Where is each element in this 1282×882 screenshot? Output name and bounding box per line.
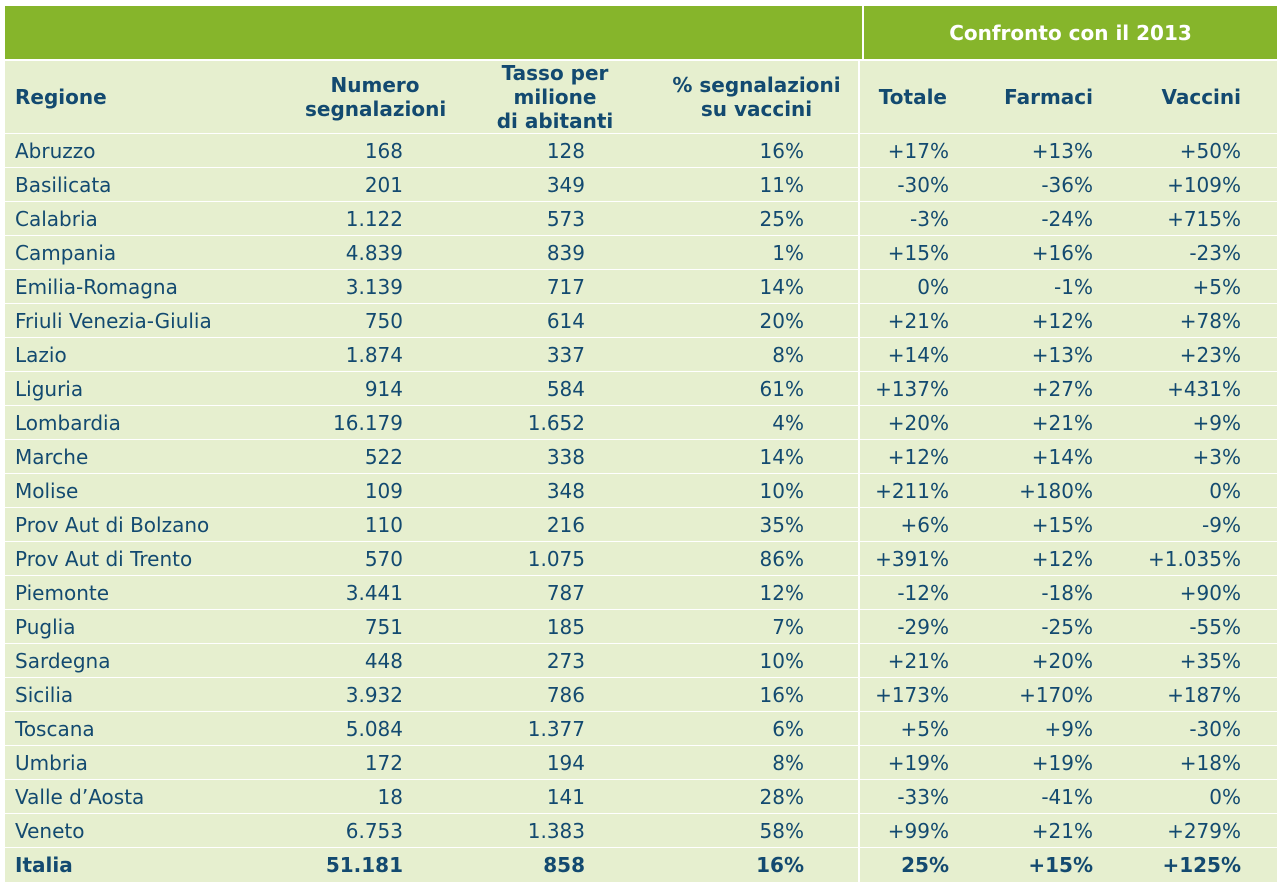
cell-farmaci: -1% xyxy=(959,270,1137,304)
cell-totale: -3% xyxy=(859,202,959,236)
cell-vaccini: +279% xyxy=(1137,814,1277,848)
table-row xyxy=(5,780,1277,814)
cell-pct-vaccini: 20% xyxy=(645,304,859,338)
cell-totale: +5% xyxy=(859,712,959,746)
cell-tasso: 614 xyxy=(445,304,645,338)
header-farmaci: Farmaci xyxy=(959,61,1137,134)
cell-vaccini: +431% xyxy=(1137,372,1277,406)
cell-vaccini: +1.035% xyxy=(1137,542,1277,576)
cell-regione: Puglia xyxy=(5,610,265,644)
cell-farmaci: +21% xyxy=(959,406,1137,440)
cell-vaccini: -55% xyxy=(1137,610,1277,644)
cell-numero: 16.179 xyxy=(265,406,445,440)
cell-vaccini: +187% xyxy=(1137,678,1277,712)
cell-regione: Friuli Venezia-Giulia xyxy=(5,304,265,338)
cell-totale: +17% xyxy=(859,134,959,168)
cell-tasso: 338 xyxy=(445,440,645,474)
header-pct-line2: su vaccini xyxy=(655,97,858,121)
cell-numero: 4.839 xyxy=(265,236,445,270)
cell-numero: 6.753 xyxy=(265,814,445,848)
cell-numero: 3.932 xyxy=(265,678,445,712)
cell-farmaci: -36% xyxy=(959,168,1137,202)
cell-regione: Umbria xyxy=(5,746,265,780)
cell-tasso: 839 xyxy=(445,236,645,270)
cell-regione: Abruzzo xyxy=(5,134,265,168)
cell-regione: Sicilia xyxy=(5,678,265,712)
cell-farmaci: -41% xyxy=(959,780,1137,814)
cell-numero: 522 xyxy=(265,440,445,474)
cell-tasso: 717 xyxy=(445,270,645,304)
cell-vaccini: +109% xyxy=(1137,168,1277,202)
cell-regione: Prov Aut di Bolzano xyxy=(5,508,265,542)
cell-numero: 1.122 xyxy=(265,202,445,236)
header-numero-line1: Numero xyxy=(305,73,445,97)
table-total-row xyxy=(5,848,1277,882)
table-row xyxy=(5,236,1277,270)
table-row xyxy=(5,542,1277,576)
cell-farmaci: -18% xyxy=(959,576,1137,610)
regional-signals-table xyxy=(5,61,1277,882)
cell-totale: +21% xyxy=(859,304,959,338)
cell-pct-vaccini: 35% xyxy=(645,508,859,542)
cell-regione: Marche xyxy=(5,440,265,474)
cell-numero: 1.874 xyxy=(265,338,445,372)
cell-numero: 201 xyxy=(265,168,445,202)
cell-tasso: 216 xyxy=(445,508,645,542)
cell-regione: Lombardia xyxy=(5,406,265,440)
header-pct-line1: % segnalazioni xyxy=(655,73,858,97)
cell-farmaci: +21% xyxy=(959,814,1137,848)
cell-pct-vaccini: 8% xyxy=(645,746,859,780)
table-row xyxy=(5,610,1277,644)
cell-numero: 18 xyxy=(265,780,445,814)
cell-regione: Italia xyxy=(5,848,265,882)
cell-numero: 914 xyxy=(265,372,445,406)
table-row xyxy=(5,678,1277,712)
cell-pct-vaccini: 4% xyxy=(645,406,859,440)
cell-totale: -33% xyxy=(859,780,959,814)
cell-pct-vaccini: 7% xyxy=(645,610,859,644)
cell-tasso: 349 xyxy=(445,168,645,202)
table-row xyxy=(5,814,1277,848)
cell-tasso: 573 xyxy=(445,202,645,236)
cell-regione: Valle d’Aosta xyxy=(5,780,265,814)
cell-regione: Emilia-Romagna xyxy=(5,270,265,304)
cell-pct-vaccini: 58% xyxy=(645,814,859,848)
cell-pct-vaccini: 61% xyxy=(645,372,859,406)
cell-totale: +14% xyxy=(859,338,959,372)
cell-numero: 750 xyxy=(265,304,445,338)
cell-numero: 3.441 xyxy=(265,576,445,610)
table-row xyxy=(5,712,1277,746)
cell-regione: Prov Aut di Trento xyxy=(5,542,265,576)
cell-tasso: 1.383 xyxy=(445,814,645,848)
header-totale: Totale xyxy=(859,61,959,134)
cell-pct-vaccini: 14% xyxy=(645,440,859,474)
cell-regione: Basilicata xyxy=(5,168,265,202)
cell-totale: +12% xyxy=(859,440,959,474)
cell-farmaci: +16% xyxy=(959,236,1137,270)
cell-pct-vaccini: 16% xyxy=(645,678,859,712)
header-tasso-line1: Tasso per milione xyxy=(465,61,645,109)
cell-farmaci: -25% xyxy=(959,610,1137,644)
cell-farmaci: +14% xyxy=(959,440,1137,474)
cell-farmaci: +9% xyxy=(959,712,1137,746)
cell-pct-vaccini: 10% xyxy=(645,474,859,508)
cell-vaccini: +35% xyxy=(1137,644,1277,678)
cell-totale: +211% xyxy=(859,474,959,508)
cell-totale: +391% xyxy=(859,542,959,576)
cell-vaccini: -23% xyxy=(1137,236,1277,270)
cell-pct-vaccini: 10% xyxy=(645,644,859,678)
cell-numero: 751 xyxy=(265,610,445,644)
cell-totale: 0% xyxy=(859,270,959,304)
cell-farmaci: +13% xyxy=(959,134,1137,168)
cell-tasso: 858 xyxy=(445,848,645,882)
header-numero-line2: segnalazioni xyxy=(305,97,445,121)
table-row xyxy=(5,168,1277,202)
table-row xyxy=(5,474,1277,508)
cell-farmaci: +15% xyxy=(959,508,1137,542)
cell-vaccini: +9% xyxy=(1137,406,1277,440)
cell-numero: 172 xyxy=(265,746,445,780)
cell-vaccini: -9% xyxy=(1137,508,1277,542)
header-regione: Regione xyxy=(5,61,265,134)
table-body xyxy=(5,134,1277,882)
cell-farmaci: -24% xyxy=(959,202,1137,236)
cell-tasso: 786 xyxy=(445,678,645,712)
cell-farmaci: +19% xyxy=(959,746,1137,780)
table-row xyxy=(5,372,1277,406)
cell-vaccini: +18% xyxy=(1137,746,1277,780)
cell-vaccini: 0% xyxy=(1137,474,1277,508)
table-row xyxy=(5,576,1277,610)
cell-totale: +137% xyxy=(859,372,959,406)
cell-vaccini: +5% xyxy=(1137,270,1277,304)
cell-pct-vaccini: 11% xyxy=(645,168,859,202)
comparison-banner xyxy=(864,6,1277,59)
header-numero xyxy=(265,61,445,134)
table-row xyxy=(5,508,1277,542)
table-row xyxy=(5,134,1277,168)
cell-totale: +20% xyxy=(859,406,959,440)
cell-tasso: 185 xyxy=(445,610,645,644)
header-tasso-line2: di abitanti xyxy=(465,109,645,133)
cell-totale: +99% xyxy=(859,814,959,848)
table-header-row xyxy=(5,61,1277,134)
cell-farmaci: +12% xyxy=(959,304,1137,338)
cell-totale: +173% xyxy=(859,678,959,712)
cell-numero: 570 xyxy=(265,542,445,576)
cell-pct-vaccini: 16% xyxy=(645,848,859,882)
cell-totale: +21% xyxy=(859,644,959,678)
cell-pct-vaccini: 86% xyxy=(645,542,859,576)
table-row xyxy=(5,304,1277,338)
cell-regione: Campania xyxy=(5,236,265,270)
cell-regione: Calabria xyxy=(5,202,265,236)
cell-vaccini: 0% xyxy=(1137,780,1277,814)
cell-regione: Molise xyxy=(5,474,265,508)
cell-tasso: 141 xyxy=(445,780,645,814)
table-row xyxy=(5,202,1277,236)
cell-pct-vaccini: 12% xyxy=(645,576,859,610)
cell-totale: 25% xyxy=(859,848,959,882)
cell-numero: 168 xyxy=(265,134,445,168)
cell-tasso: 337 xyxy=(445,338,645,372)
cell-tasso: 348 xyxy=(445,474,645,508)
cell-farmaci: +180% xyxy=(959,474,1137,508)
cell-totale: -30% xyxy=(859,168,959,202)
cell-vaccini: +50% xyxy=(1137,134,1277,168)
cell-tasso: 128 xyxy=(445,134,645,168)
cell-farmaci: +15% xyxy=(959,848,1137,882)
cell-numero: 3.139 xyxy=(265,270,445,304)
cell-numero: 51.181 xyxy=(265,848,445,882)
cell-vaccini: +3% xyxy=(1137,440,1277,474)
cell-vaccini: +23% xyxy=(1137,338,1277,372)
comparison-banner-title: Confronto con il 2013 xyxy=(949,21,1192,45)
cell-pct-vaccini: 25% xyxy=(645,202,859,236)
cell-pct-vaccini: 14% xyxy=(645,270,859,304)
cell-pct-vaccini: 16% xyxy=(645,134,859,168)
cell-numero: 110 xyxy=(265,508,445,542)
cell-totale: -29% xyxy=(859,610,959,644)
cell-vaccini: +125% xyxy=(1137,848,1277,882)
cell-numero: 448 xyxy=(265,644,445,678)
cell-tasso: 273 xyxy=(445,644,645,678)
cell-regione: Toscana xyxy=(5,712,265,746)
cell-regione: Liguria xyxy=(5,372,265,406)
cell-vaccini: +90% xyxy=(1137,576,1277,610)
cell-farmaci: +27% xyxy=(959,372,1137,406)
cell-vaccini: +715% xyxy=(1137,202,1277,236)
cell-tasso: 1.377 xyxy=(445,712,645,746)
cell-tasso: 1.652 xyxy=(445,406,645,440)
cell-regione: Veneto xyxy=(5,814,265,848)
cell-tasso: 194 xyxy=(445,746,645,780)
cell-numero: 5.084 xyxy=(265,712,445,746)
cell-pct-vaccini: 8% xyxy=(645,338,859,372)
cell-tasso: 787 xyxy=(445,576,645,610)
cell-farmaci: +170% xyxy=(959,678,1137,712)
header-band-left xyxy=(5,6,862,59)
table-row xyxy=(5,746,1277,780)
table-row xyxy=(5,644,1277,678)
header-pct-vaccini xyxy=(645,61,859,134)
cell-numero: 109 xyxy=(265,474,445,508)
cell-regione: Lazio xyxy=(5,338,265,372)
cell-totale: -12% xyxy=(859,576,959,610)
cell-pct-vaccini: 6% xyxy=(645,712,859,746)
cell-tasso: 1.075 xyxy=(445,542,645,576)
cell-totale: +15% xyxy=(859,236,959,270)
cell-farmaci: +12% xyxy=(959,542,1137,576)
header-vaccini: Vaccini xyxy=(1137,61,1277,134)
cell-farmaci: +13% xyxy=(959,338,1137,372)
table-row xyxy=(5,440,1277,474)
table-row xyxy=(5,406,1277,440)
cell-totale: +19% xyxy=(859,746,959,780)
cell-pct-vaccini: 1% xyxy=(645,236,859,270)
cell-regione: Piemonte xyxy=(5,576,265,610)
table-row xyxy=(5,338,1277,372)
cell-vaccini: -30% xyxy=(1137,712,1277,746)
cell-totale: +6% xyxy=(859,508,959,542)
header-tasso xyxy=(445,61,645,134)
cell-pct-vaccini: 28% xyxy=(645,780,859,814)
table-row xyxy=(5,270,1277,304)
cell-tasso: 584 xyxy=(445,372,645,406)
cell-vaccini: +78% xyxy=(1137,304,1277,338)
cell-regione: Sardegna xyxy=(5,644,265,678)
cell-farmaci: +20% xyxy=(959,644,1137,678)
